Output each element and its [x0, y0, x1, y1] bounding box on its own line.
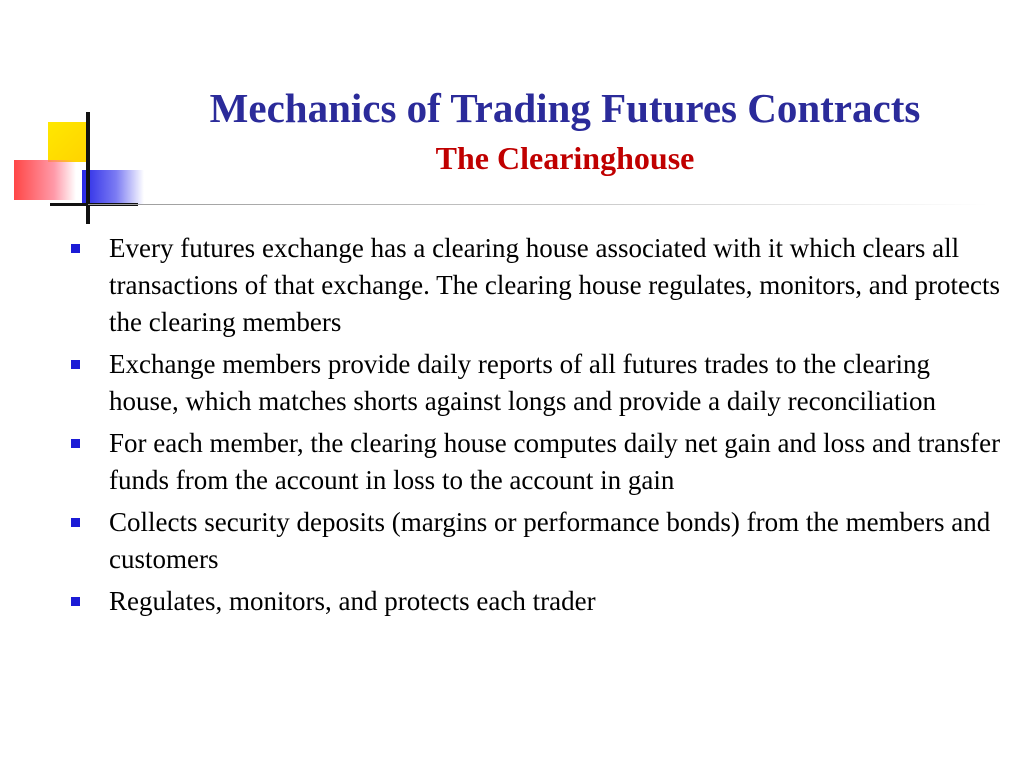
list-item-text: Regulates, monitors, and protects each trader: [109, 586, 596, 616]
square-bullet-icon: [71, 518, 80, 527]
list-item-text: For each member, the clearing house computes daily net gain and loss and transfer funds from the account in loss to the account in gain: [109, 428, 1001, 495]
page-subtitle: The Clearinghouse: [435, 140, 695, 176]
page-title: Mechanics of Trading Futures Contracts: [209, 85, 921, 131]
yellow-square-shape: [48, 122, 90, 162]
list-item: [62, 425, 1002, 499]
list-item: [62, 583, 1002, 620]
list-item-text: Every futures exchange has a clearing house associated with it which clears all transactions of that exchange. The clearing house regulates, monitors, and protects the clearing members: [109, 233, 1000, 337]
list-item-text: Collects security deposits (margins or performance bonds) from the members and customers: [109, 507, 991, 574]
title-divider: [88, 204, 988, 205]
vertical-rule-line: [86, 112, 90, 224]
square-bullet-icon: [71, 597, 80, 606]
square-bullet-icon: [71, 360, 80, 369]
list-item: [62, 346, 1002, 420]
square-bullet-icon: [71, 439, 80, 448]
list-item: [62, 230, 1002, 341]
bullet-list: [62, 230, 1002, 625]
list-item-text: Exchange members provide daily reports of all futures trades to the clearing house, which matches shorts against longs and provide a daily reconciliation: [109, 349, 937, 416]
square-bullet-icon: [71, 244, 80, 253]
list-item: [62, 504, 1002, 578]
blue-gradient-bar-shape: [82, 170, 144, 204]
red-gradient-bar-shape: [14, 160, 76, 200]
